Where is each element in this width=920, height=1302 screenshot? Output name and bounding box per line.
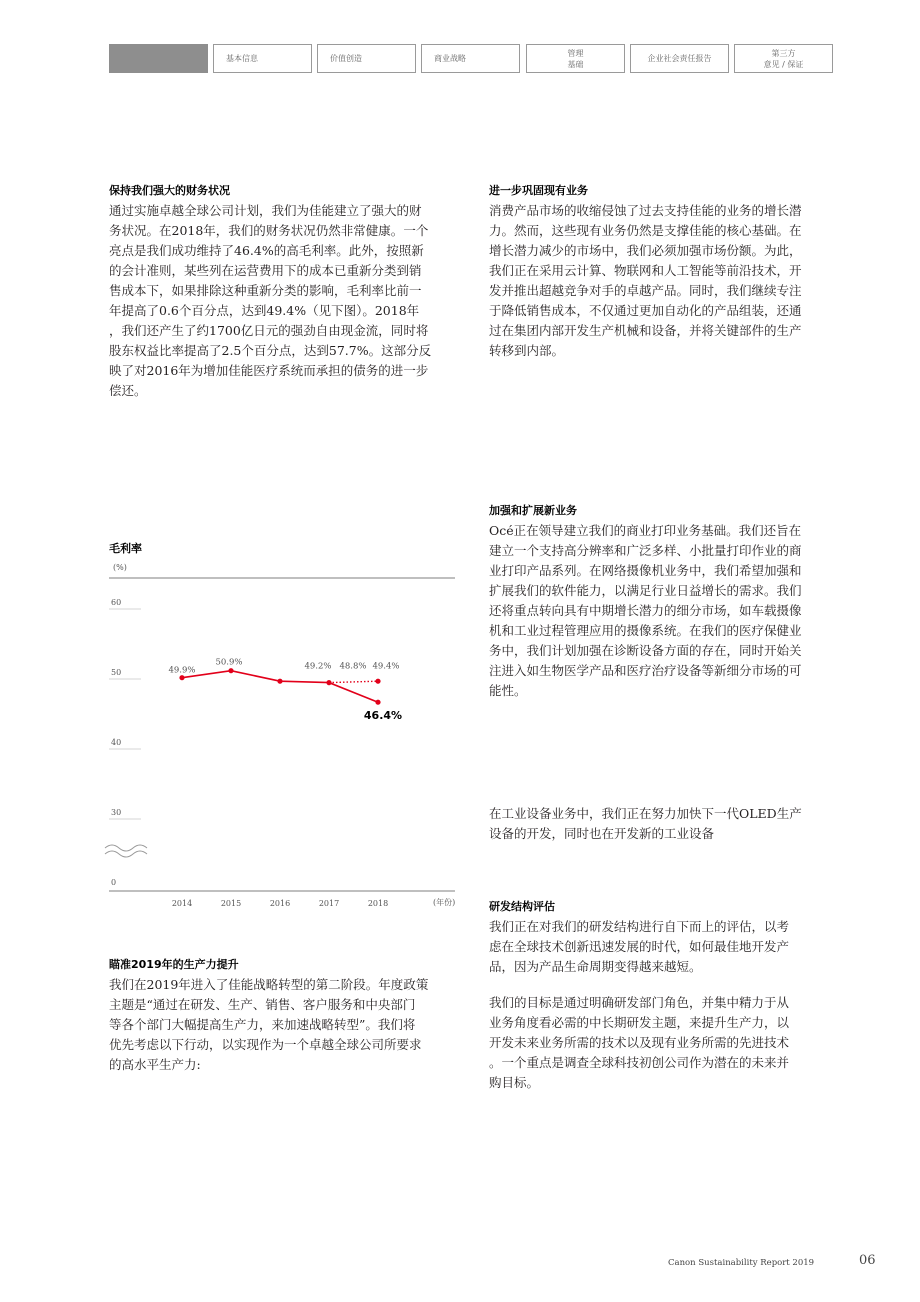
- tab-current[interactable]: [109, 44, 208, 73]
- gross-margin-chart: [109, 542, 456, 915]
- rnd-paragraph-2: 我们的目标是通过明确研发部门角色，并集中精力于从 业务角度看必需的中长期研发主题，来提升生产力，以 开发未来业务所需的技术以及现有业务所需的先进技术 。一个重点是调查全球科技初创公司作为潜在的未来并 购目标。: [489, 995, 790, 1090]
- productivity-paragraph: 我们在2019年进入了佳能战略转型的第二阶段。年度政策 主题是“通过在研发、生产、销售、客户服务和中央部门 等各个部门大幅提高生产力，来加速战略转型”。我们将 优先考虑以下行动，以实现作为一个卓越全球公司所要求 的高水平生产力:: [109, 977, 429, 1072]
- gross-margin-chart-svg: [109, 542, 456, 915]
- tab-label: 商业战略: [434, 54, 466, 63]
- tab-label: 管理 基础: [567, 48, 584, 69]
- new-business-paragraph: Océ正在领导建立我们的商业打印业务基础。我们还旨在 建立一个支持高分辨率和广泛多样、小批量打印作业的商 业打印产品系列。在网络摄像机业务中，我们希望加强和 扩展我们的软件能力，以满足行业日益增长的需求。我们 还将重点转向具有中期增长潜力的细分市场，如车载摄像 机和工业过程管理应用的摄像系统。在我们的医疗保健业 务中，我们计划加强在诊断设备方面的存在，同时开始关 注进入如生物医学产品和医疗治疗设备等新细分市场的可 能性。: [489, 523, 802, 698]
- rnd-heading: 研发结构评估: [489, 900, 555, 913]
- data-point: [375, 700, 380, 705]
- industrial-equipment-paragraph: 在工业设备业务中，我们正在努力加快下一代OLED生产 设备的开发，同时也在开发新的工业设备: [489, 806, 802, 841]
- y-tick-label: 0: [111, 878, 117, 887]
- series-line-excluding-reclassification: [329, 681, 378, 682]
- data-label-highlight: 46.4%: [363, 709, 403, 723]
- tab-label: 企业社会责任报告: [647, 54, 712, 63]
- tab-management-foundation[interactable]: [526, 44, 625, 73]
- existing-business-heading: 进一步巩固现有业务: [489, 184, 588, 197]
- data-point: [179, 675, 184, 680]
- chart-x-unit: (年份): [433, 898, 456, 907]
- existing-business-paragraph: 消费产品市场的收缩侵蚀了过去支持佳能的业务的增长潜 力。然而，这些现有业务仍然是支撑佳能的核心基础。在 增长潜力减少的市场中，我们必须加强市场份额。为此， 我们正在采用云计算、物联网和人工智能等前沿技术，开 发并推出超越竞争对手的卓越产品。同时，我们继续专注 于降低销售成本，不仅通过更加自动化的产品组装，还通 过在集团内部开发生产机械和设备，并将关键部件的生产 转移到内部。: [489, 203, 802, 358]
- tab-label: 价值创造: [330, 54, 362, 63]
- x-tick-label: 2017: [318, 899, 340, 908]
- data-point: [277, 679, 282, 684]
- tab-third-party-opinion[interactable]: [734, 44, 833, 73]
- x-tick-label: 2018: [367, 899, 389, 908]
- data-label: 49.2%: [304, 661, 332, 672]
- finance-heading: 保持我们强大的财务状况: [109, 184, 230, 197]
- tab-business-strategy[interactable]: [421, 44, 520, 73]
- x-tick-label: 2014: [171, 899, 193, 908]
- finance-paragraph: 通过实施卓越全球公司计划，我们为佳能建立了强大的财 务状况。在2018年，我们的财务状况仍然非常健康。一个 亮点是我们成功维持了46.4%的高毛利率。此外，按照新 的会计准则，某些列在运营费用下的成本已重新分类到销 售成本下，如果排除这种重新分类的影响，毛利率比前一 年提高了0.6个百分点，达到49.4%（见下图）。2018年 ，我们还产生了约1700亿日元的强劲自由现金流，同时将 股东权益比率提高了2.5个百分点，达到57.7%。这部分反 映了对2016年为增加佳能医疗系统而承担的债务的进一步 偿还。: [109, 203, 432, 398]
- page-number: 06: [859, 1253, 876, 1268]
- x-tick-label: 2015: [220, 899, 242, 908]
- tab-basic-info[interactable]: [213, 44, 312, 73]
- data-label: 49.9%: [168, 665, 196, 676]
- data-label: 48.8%: [339, 661, 367, 672]
- chart-y-unit: (%): [113, 563, 127, 572]
- tab-csr-report[interactable]: [630, 44, 729, 73]
- data-label: 50.9%: [215, 657, 243, 668]
- data-point: [228, 668, 233, 673]
- y-tick-label: 40: [111, 738, 122, 747]
- tab-label: 基本信息: [226, 54, 258, 63]
- axis-break-icon: [105, 845, 147, 857]
- data-point: [375, 679, 380, 684]
- y-tick-label: 50: [111, 668, 122, 677]
- section-nav: [109, 44, 833, 75]
- tab-label: 第三方 意见 / 保证: [763, 48, 804, 69]
- new-business-heading: 加强和扩展新业务: [489, 504, 577, 517]
- chart-title: 毛利率: [109, 542, 142, 555]
- series-line-reported: [182, 671, 378, 703]
- report-title: Canon Sustainability Report 2019: [668, 1258, 815, 1268]
- data-label: 49.4%: [372, 661, 400, 672]
- rnd-paragraph-1: 我们正在对我们的研发结构进行自下而上的评估，以考 虑在全球技术创新迅速发展的时代，如何最佳地开发产 品，因为产品生命周期变得越来越短。: [489, 919, 790, 974]
- tab-value-creation[interactable]: [317, 44, 416, 73]
- productivity-heading: 瞄准2019年的生产力提升: [109, 958, 239, 971]
- x-tick-label: 2016: [269, 899, 291, 908]
- data-point: [326, 680, 331, 685]
- y-tick-label: 30: [111, 808, 122, 817]
- y-tick-label: 60: [111, 598, 122, 607]
